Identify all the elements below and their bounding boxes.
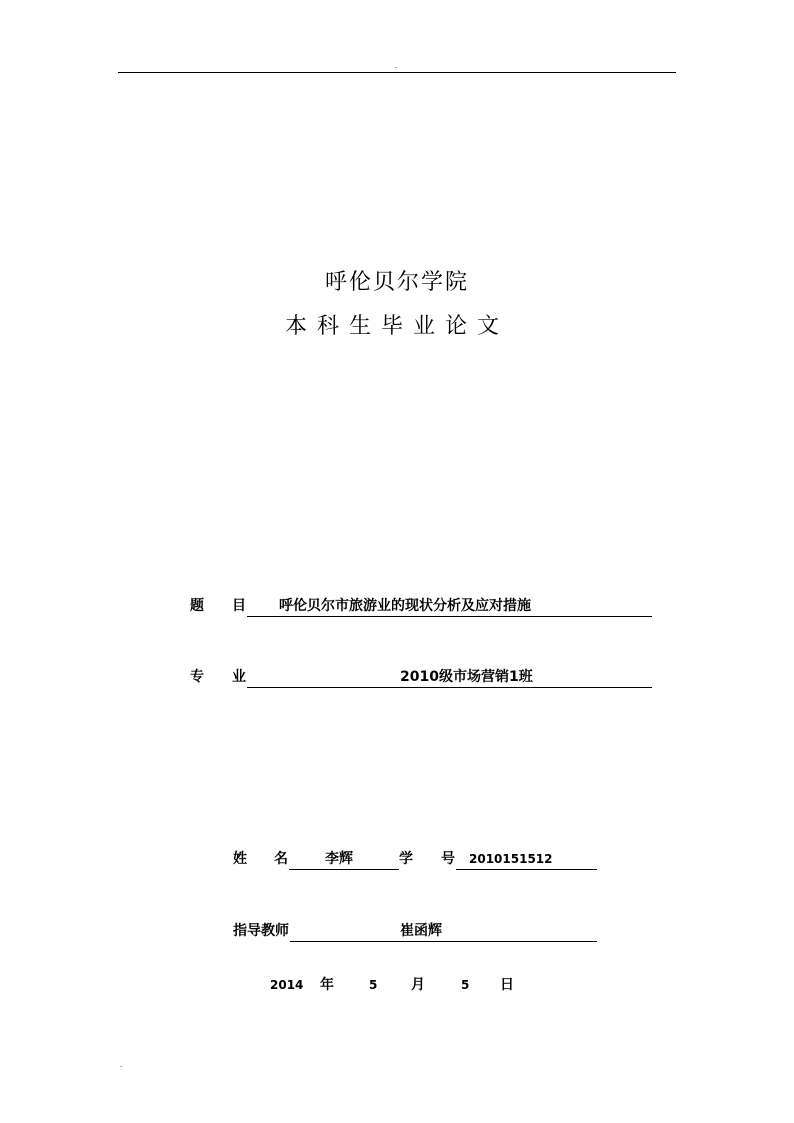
advisor-value: 崔函辉 [400, 923, 442, 939]
major-label-char-2: 业 [232, 669, 246, 685]
major-field [247, 667, 652, 688]
major-label-char-1: 专 [190, 669, 204, 685]
header-rule [118, 72, 676, 73]
student-id-field [456, 849, 597, 870]
date-month: 5 [369, 978, 378, 992]
title-value: 呼伦贝尔市旅游业的现状分析及应对措施 [279, 598, 531, 614]
title-field [247, 596, 652, 617]
name-field [289, 849, 399, 870]
student-id-label-char-2: 号 [441, 851, 455, 867]
name-label-char-1: 姓 [233, 851, 247, 867]
major-value: 2010级市场营销1班 [400, 669, 533, 685]
footer-mark: . [120, 1061, 123, 1069]
name-value: 李辉 [325, 851, 353, 867]
date-month-unit: 月 [411, 977, 425, 993]
date-day-unit: 日 [500, 977, 514, 993]
thesis-kind: 本科生毕业论文 [284, 314, 509, 339]
header-mark: . [395, 62, 398, 70]
school-name: 呼伦贝尔学院 [324, 270, 469, 295]
advisor-label: 指导教师 [233, 923, 289, 939]
date-day: 5 [461, 978, 470, 992]
student-id-value: 2010151512 [469, 852, 553, 866]
advisor-field [290, 921, 597, 942]
date-year: 2014 [270, 978, 304, 992]
title-label-char-1: 题 [190, 598, 204, 614]
student-id-label-char-1: 学 [399, 851, 413, 867]
date-year-unit: 年 [320, 977, 334, 993]
name-label-char-2: 名 [274, 851, 288, 867]
title-label-char-2: 目 [232, 598, 246, 614]
